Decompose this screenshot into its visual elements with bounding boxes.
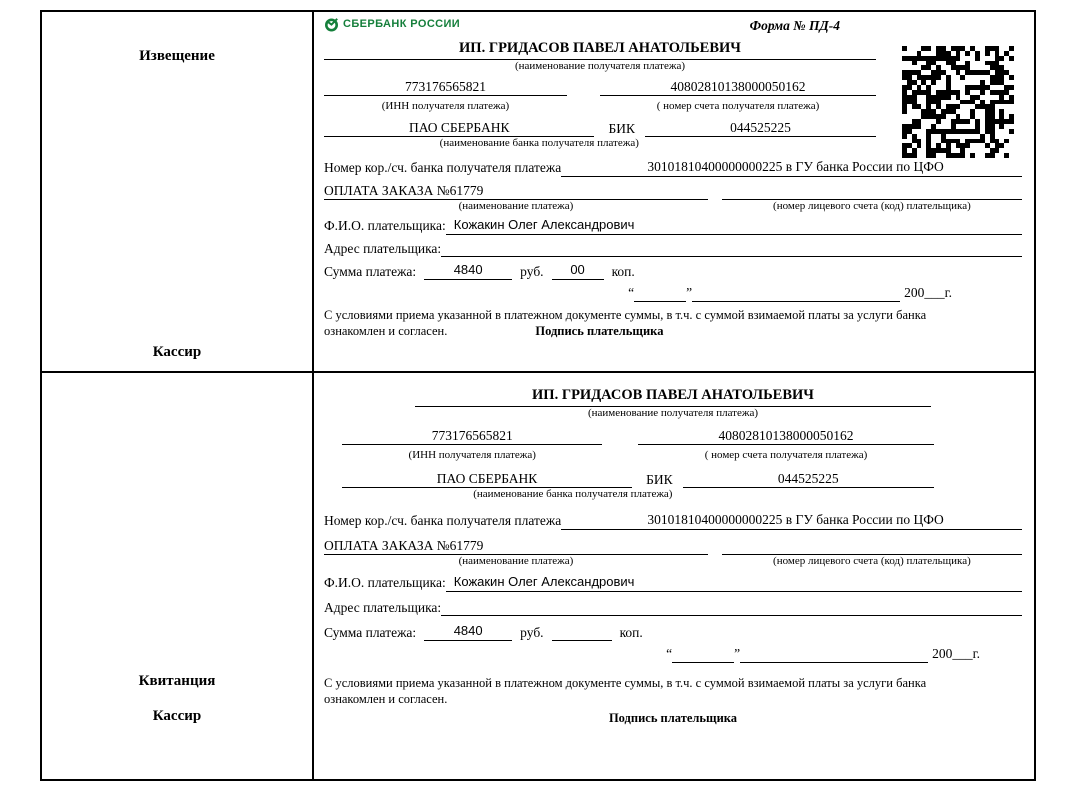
payer-address-label: Адрес плательщика: xyxy=(324,599,442,615)
inn-account-labels xyxy=(324,100,876,114)
inn-value: 773176565821 xyxy=(324,78,567,97)
payment-purpose-row xyxy=(324,537,1022,556)
sberbank-logo xyxy=(324,17,460,32)
account-label: ( номер счета получателя платежа) xyxy=(656,100,820,113)
form-table xyxy=(40,10,1036,781)
corr-account-value: 30101810400000000225 в ГУ банка России по ЦФО xyxy=(561,158,1022,177)
quote-close: ” xyxy=(734,646,741,662)
year-label: 200___г. xyxy=(904,285,952,301)
payment-name-label: (наименование платежа) xyxy=(458,200,574,213)
bank-name-value: ПАО СБЕРБАНК xyxy=(342,470,632,489)
payment-sum-label: Сумма платежа: xyxy=(324,263,417,279)
payer-name-value: Кожакин Олег Александрович xyxy=(446,574,1022,592)
kop-label: коп. xyxy=(611,263,635,279)
corr-account-label: Номер кор./сч. банка получателя платежа xyxy=(324,513,562,529)
inn-value: 773176565821 xyxy=(342,427,602,446)
payment-purpose-labels xyxy=(324,555,1022,569)
payment-purpose-value: ОПЛАТА ЗАКАЗА №61779 xyxy=(324,537,708,556)
date-day-blank xyxy=(672,644,734,663)
payer-address-value xyxy=(441,598,1022,617)
payer-name-row xyxy=(324,574,1022,592)
receipt-form-area xyxy=(314,373,1034,779)
inn-label: (ИНН получателя платежа) xyxy=(408,449,536,462)
agreement-text-line2: ознакомлен и согласен. xyxy=(324,692,448,707)
corr-account-row xyxy=(324,511,1022,530)
receipt-cashier-label: Кассир xyxy=(152,708,202,724)
recipient-name: ИП. ГРИДАСОВ ПАВЕЛ АНАТОЛЬЕВИЧ xyxy=(324,39,876,60)
sberbank-logo-text: СБЕРБАНК РОССИИ xyxy=(343,18,461,31)
quote-close: ” xyxy=(686,285,693,301)
date-row xyxy=(324,644,1022,663)
notice-form-area xyxy=(314,12,1034,371)
receipt-left-cell xyxy=(42,373,314,779)
sum-kop-value xyxy=(552,623,612,641)
sum-kop-value: 00 xyxy=(552,262,604,280)
date-row xyxy=(324,283,1022,302)
payment-sum-label: Сумма платежа: xyxy=(324,624,417,640)
rub-label: руб. xyxy=(520,624,544,640)
form-header xyxy=(324,17,1022,37)
payer-address-row xyxy=(324,598,1022,617)
inn-account-labels xyxy=(342,449,934,463)
qr-code xyxy=(902,46,1014,158)
agreement-text-line1: С условиями приема указанной в платежном документе суммы, в т.ч. с суммой взимаемой платы за услуги банка xyxy=(324,307,927,322)
sberbank-logo-icon xyxy=(324,17,339,32)
bik-value: 044525225 xyxy=(683,470,934,489)
rub-label: руб. xyxy=(520,263,544,279)
account-label: ( номер счета получателя платежа) xyxy=(704,449,868,462)
bank-row xyxy=(342,470,934,489)
payment-purpose-labels xyxy=(324,200,1022,214)
payment-sum-row xyxy=(324,623,1022,641)
corr-account-row xyxy=(324,158,1022,177)
payer-name-label: Ф.И.О. плательщика: xyxy=(324,218,446,234)
recipient-name-label: (наименование получателя платежа) xyxy=(587,406,759,419)
recipient-block xyxy=(342,427,934,503)
bik-label: БИК xyxy=(646,471,673,487)
bank-name-label: (наименование банка получателя платежа) xyxy=(439,137,639,150)
payer-signature-label: Подпись плательщика xyxy=(535,324,664,339)
year-label: 200___г. xyxy=(932,646,980,662)
notice-section xyxy=(42,12,1034,373)
bank-name-value: ПАО СБЕРБАНК xyxy=(324,119,594,138)
notice-title: Извещение xyxy=(139,48,215,64)
payment-sum-row xyxy=(324,262,1022,280)
recipient-name-label: (наименование получателя платежа) xyxy=(514,59,686,72)
bank-row xyxy=(324,119,876,138)
account-value: 40802810138000050162 xyxy=(600,78,876,97)
corr-account-label: Номер кор./сч. банка получателя платежа xyxy=(324,160,562,176)
inn-label: (ИНН получателя платежа) xyxy=(381,100,510,113)
inn-account-row xyxy=(324,78,876,97)
payer-address-value xyxy=(441,239,1022,258)
bik-label: БИК xyxy=(608,120,635,136)
receipt-section xyxy=(42,373,1034,779)
payer-name-label: Ф.И.О. плательщика: xyxy=(324,575,446,591)
payment-purpose-value: ОПЛАТА ЗАКАЗА №61779 xyxy=(324,182,708,201)
agreement-text-line1: С условиями приема указанной в платежном документе суммы, в т.ч. с суммой взимаемой платы за услуги банка xyxy=(324,675,927,690)
payment-purpose-row xyxy=(324,182,1022,201)
sum-rub-value: 4840 xyxy=(424,262,512,280)
personal-account-label: (номер лицевого счета (код) плательщика) xyxy=(773,200,971,213)
personal-account-label: (номер лицевого счета (код) плательщика) xyxy=(773,555,971,568)
date-month-blank xyxy=(692,283,900,302)
sum-rub-value: 4840 xyxy=(424,623,512,641)
personal-account-blank xyxy=(722,182,1022,201)
payer-signature-label: Подпись плательщика xyxy=(608,711,738,726)
corr-account-value: 30101810400000000225 в ГУ банка России по ЦФО xyxy=(561,511,1022,530)
payer-name-value: Кожакин Олег Александрович xyxy=(446,217,1022,235)
inn-account-row xyxy=(342,427,934,446)
account-value: 40802810138000050162 xyxy=(638,427,934,446)
agreement-text-line2: ознакомлен и согласен. xyxy=(324,324,448,339)
notice-left-cell xyxy=(42,12,314,371)
personal-account-blank xyxy=(722,537,1022,556)
recipient-block xyxy=(324,39,876,151)
quote-open: “ xyxy=(666,646,673,662)
payer-address-row xyxy=(324,239,1022,258)
date-day-blank xyxy=(634,283,686,302)
receipt-title: Квитанция xyxy=(138,673,216,689)
payer-name-row xyxy=(324,217,1022,235)
bank-name-label: (наименование банка получателя платежа) xyxy=(473,488,673,501)
notice-cashier-label: Кассир xyxy=(152,344,202,360)
kop-label: коп. xyxy=(619,624,643,640)
payment-name-label: (наименование платежа) xyxy=(458,555,574,568)
recipient-name: ИП. ГРИДАСОВ ПАВЕЛ АНАТОЛЬЕВИЧ xyxy=(415,386,932,407)
quote-open: “ xyxy=(628,285,635,301)
bik-value: 044525225 xyxy=(645,119,876,138)
form-number-label: Форма № ПД-4 xyxy=(749,18,840,33)
agreement-signature-line xyxy=(324,323,1022,339)
payer-address-label: Адрес плательщика: xyxy=(324,240,442,256)
date-month-blank xyxy=(740,644,928,663)
